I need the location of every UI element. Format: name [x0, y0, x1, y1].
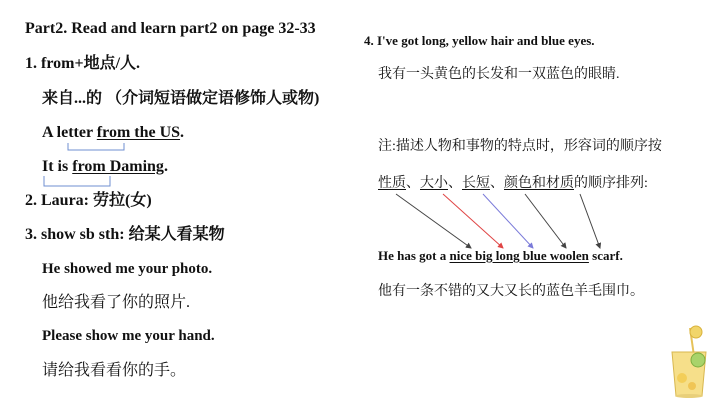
arrow-color-to-blue: [525, 194, 566, 248]
arrow-quality-to-nice: [396, 194, 471, 248]
example-sentence: [378, 249, 623, 262]
example-post: scarf.: [588, 248, 623, 263]
item4-title: 4. I've got long, yellow hair and blue eyes.: [364, 33, 595, 48]
part2-heading: Part2. Read and learn part2 on page 32-33: [25, 20, 316, 37]
order-category-color-material: 颜色和材质: [504, 176, 574, 191]
item1-example-2-post: .: [163, 158, 168, 175]
item1-example-1-phrase: from the US: [96, 124, 181, 141]
example-pre: He has got a: [378, 248, 450, 263]
item3-title: 3. show sb sth: 给某人看某物: [25, 226, 225, 243]
item3-example-2-zh: 请给我看看你的手。: [42, 362, 187, 379]
note-line-1: 注:描述人物和事物的特点时，形容词的顺序按: [378, 139, 662, 154]
bracket-example-1: [68, 143, 124, 150]
item1-example-2-pre: It is: [42, 158, 73, 175]
order-separator: 、: [490, 176, 504, 191]
order-separator: 、: [406, 176, 420, 191]
item3-example-1-en: He showed me your photo.: [42, 261, 213, 277]
item2-title: 2. Laura: 劳拉(女): [25, 192, 152, 209]
item1-example-1-post: .: [180, 124, 185, 141]
order-tail: 的顺序排列:: [574, 176, 648, 191]
order-line: [378, 177, 648, 191]
item1-example-1: [42, 125, 184, 141]
item1-title: 1. from+地点/人.: [25, 55, 141, 72]
item3-example-1-zh: 他给我看了你的照片.: [42, 294, 191, 311]
item4-translation: 我有一头黄色的长发和一双蓝色的眼睛.: [378, 67, 620, 82]
example-translation: 他有一条不错的又大又长的蓝色羊毛围巾。: [378, 284, 644, 299]
arrow-size-to-big: [443, 194, 503, 248]
arrow-material-to-woolen: [580, 194, 600, 248]
order-category-quality: 性质: [378, 176, 406, 191]
item1-meaning: 来自...的 （介词短语做定语修饰人或物): [42, 90, 320, 107]
order-separator: 、: [448, 176, 462, 191]
bracket-example-2: [44, 176, 110, 186]
item1-example-2: [42, 159, 168, 175]
item1-example-1-pre: A letter: [42, 124, 97, 141]
arrow-length-to-long: [483, 194, 533, 248]
item1-example-2-phrase: from Daming: [72, 158, 164, 175]
order-category-length: 长短: [462, 176, 490, 191]
order-category-size: 大小: [420, 176, 448, 191]
item3-example-2-en: Please show me your hand.: [42, 328, 215, 344]
lemonade-drink-icon: [664, 322, 714, 400]
example-adjective-phrase: nice big long blue woolen: [449, 248, 589, 263]
